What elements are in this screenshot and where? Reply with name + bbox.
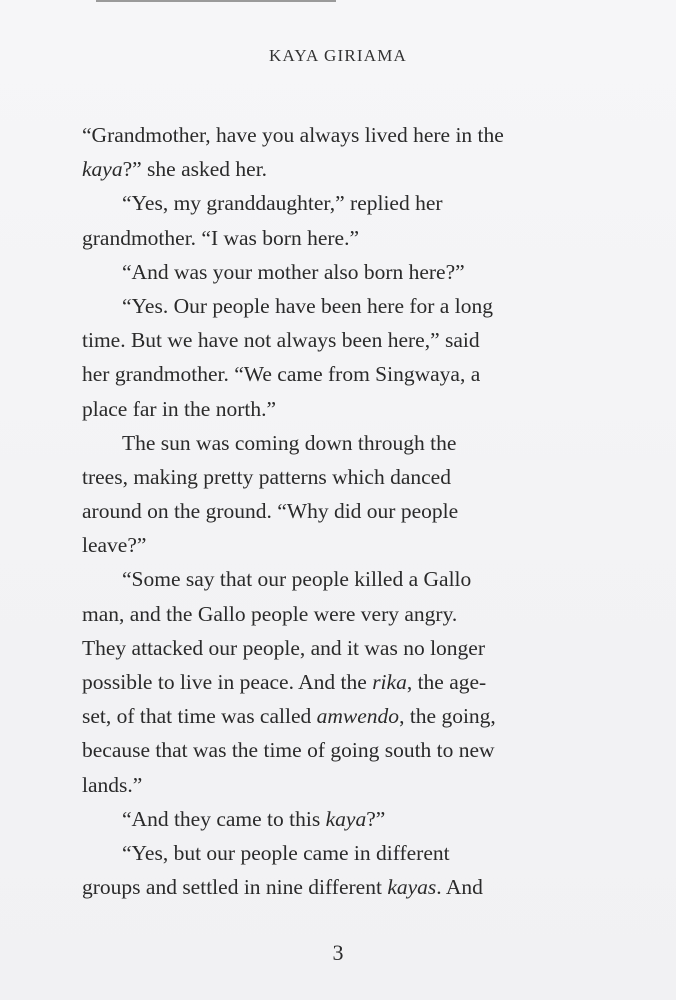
text-line (82, 699, 602, 733)
text-run: , the age- (406, 670, 487, 694)
text-line (82, 221, 602, 255)
text-line (82, 460, 602, 494)
text-run: The sun was coming down through the (122, 430, 457, 455)
text-run: lands.” (82, 772, 143, 797)
text-line (82, 494, 602, 528)
text-run: leave?” (82, 533, 147, 558)
text-run: “Grandmother, have you always lived here in the (82, 123, 504, 147)
text-run: “Some say that our people killed a Gallo (122, 567, 472, 592)
text-run: because that was the time of going south to new (82, 738, 495, 763)
text-run: around on the ground. “Why did our people (82, 499, 459, 524)
text-line (82, 768, 602, 802)
running-header: KAYA GIRIAMA (269, 46, 407, 65)
text-line (82, 631, 602, 665)
text-line (82, 528, 602, 562)
text-line (82, 186, 602, 220)
text-line (82, 426, 602, 460)
text-line (82, 152, 602, 186)
text-run: “Yes. Our people have been here for a long (122, 293, 493, 318)
italic-term: kaya (82, 157, 123, 182)
text-line (82, 357, 602, 391)
text-run: place far in the north.” (82, 396, 277, 421)
text-run: man, and the Gallo people were very angry. (82, 601, 458, 626)
text-run: groups and settled in nine different (82, 875, 388, 900)
italic-term: rika (372, 670, 407, 694)
text-line (82, 118, 602, 152)
text-run: “And they came to this (122, 806, 326, 831)
text-line (82, 733, 602, 767)
text-run: grandmother. “I was born here.” (82, 225, 360, 250)
text-run: “Yes, but our people came in different (122, 840, 450, 865)
text-line (82, 255, 602, 289)
text-line (82, 802, 602, 836)
text-run: They attacked our people, and it was no longer (82, 635, 485, 660)
text-run: time. But we have not always been here,” said (82, 328, 480, 353)
page-number: 3 (332, 940, 344, 965)
page-edge-line (96, 0, 336, 2)
text-run: , the going, (399, 704, 496, 729)
text-run: ?” she asked her. (122, 157, 268, 182)
italic-term: amwendo (316, 704, 400, 729)
text-run: “And was your mother also born here?” (122, 259, 465, 284)
text-run: possible to live in peace. And the (82, 670, 373, 694)
text-line (82, 392, 602, 426)
text-run: set, of that time was called (82, 704, 317, 729)
italic-term: kaya (325, 806, 367, 831)
text-line (82, 870, 602, 904)
text-line (82, 289, 602, 323)
text-line (82, 836, 602, 870)
text-run: . And (436, 875, 483, 900)
text-line (82, 323, 602, 357)
body-text (82, 118, 602, 904)
text-run: ?” (366, 806, 386, 831)
text-line (82, 597, 602, 631)
text-line (82, 562, 602, 596)
text-run: trees, making pretty patterns which danced (82, 464, 451, 489)
text-run: her grandmother. “We came from Singwaya, a (82, 362, 481, 387)
text-run: “Yes, my granddaughter,” replied her (122, 191, 443, 216)
italic-term: kayas (387, 875, 437, 900)
text-line (82, 665, 602, 699)
